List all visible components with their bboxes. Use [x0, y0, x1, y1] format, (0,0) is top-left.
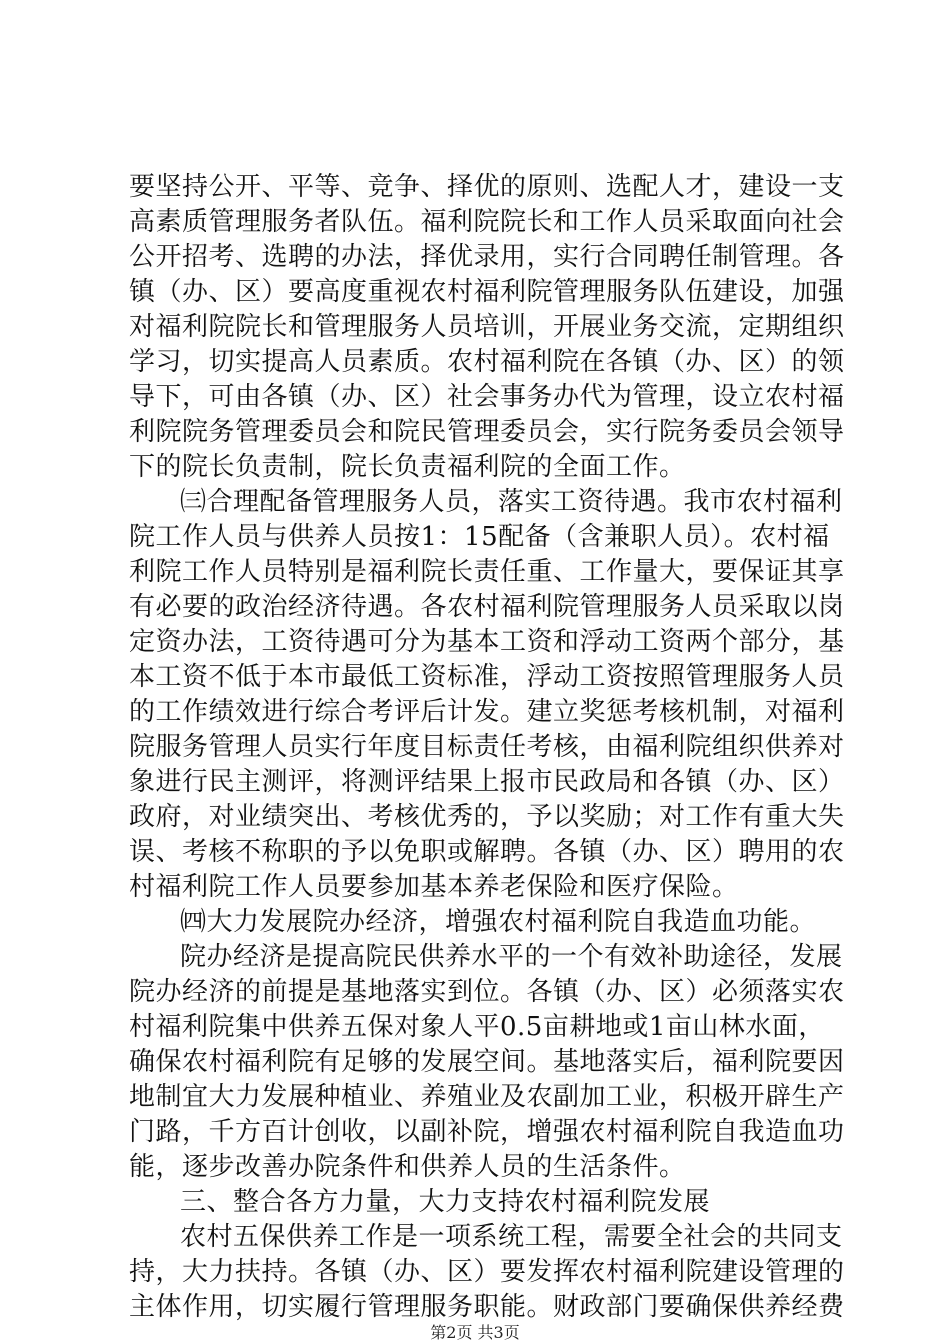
text-line: 利院工作人员特别是福利院长责任重、工作量大，要保证其享: [129, 557, 845, 587]
text-line: 政府，对业绩突出、考核优秀的，予以奖励；对工作有重大失: [129, 802, 845, 832]
text-line: ㈢合理配备管理服务人员，落实工资待遇。我市农村福利: [180, 487, 843, 517]
text-line: 对福利院院长和管理服务人员培训，开展业务交流，定期组织: [129, 312, 845, 342]
text-line: 地制宜大力发展种植业、养殖业及农副加工业，积极开辟生产: [129, 1082, 845, 1112]
text-line: 有必要的政治经济待遇。各农村福利院管理服务人员采取以岗: [129, 592, 845, 622]
text-line: 下的院长负责制，院长负责福利院的全面工作。: [129, 452, 686, 482]
text-line: 确保农村福利院有足够的发展空间。基地落实后，福利院要因: [129, 1047, 845, 1077]
section-heading: 三、整合各方力量，大力支持农村福利院发展: [180, 1187, 711, 1217]
text-line: 本工资不低于本市最低工资标准，浮动工资按照管理服务人员: [129, 662, 845, 692]
text-line: 利院院务管理委员会和院民管理委员会，实行院务委员会领导: [129, 417, 845, 447]
page-footer: 第2页 共3页: [430, 1323, 520, 1342]
text-line: 学习，切实提高人员素质。农村福利院在各镇（办、区）的领: [129, 347, 845, 377]
text-line: 村福利院集中供养五保对象人平0.5亩耕地或1亩山林水面，: [129, 1012, 825, 1042]
text-line: 主体作用，切实履行管理服务职能。财政部门要确保供养经费: [129, 1292, 845, 1322]
text-line: 院服务管理人员实行年度目标责任考核，由福利院组织供养对: [129, 732, 845, 762]
text-line: 农村五保供养工作是一项系统工程，需要全社会的共同支: [180, 1222, 843, 1252]
text-line: 要坚持公开、平等、竞争、择优的原则、选配人才，建设一支: [129, 172, 845, 202]
text-line: 公开招考、选聘的办法，择优录用，实行合同聘任制管理。各: [129, 242, 845, 272]
text-line: 镇（办、区）要高度重视农村福利院管理服务队伍建设，加强: [129, 277, 845, 307]
text-line: 定资办法，工资待遇可分为基本工资和浮动工资两个部分，基: [129, 627, 845, 657]
text-line: 院工作人员与供养人员按1：15配备（含兼职人员）。农村福: [129, 522, 830, 552]
text-line: 村福利院工作人员要参加基本养老保险和医疗保险。: [129, 872, 739, 902]
text-line: 的工作绩效进行综合考评后计发。建立奖惩考核机制，对福利: [129, 697, 845, 727]
text-line: 持，大力扶持。各镇（办、区）要发挥农村福利院建设管理的: [129, 1257, 845, 1287]
text-line: 象进行民主测评，将测评结果上报市民政局和各镇（办、区）: [129, 767, 845, 797]
text-line: 院办经济是提高院民供养水平的一个有效补助途径，发展: [180, 942, 843, 972]
text-line: 导下，可由各镇（办、区）社会事务办代为管理，设立农村福: [129, 382, 845, 412]
text-line: ㈣大力发展院办经济，增强农村福利院自我造血功能。: [180, 907, 817, 937]
text-line: 能，逐步改善办院条件和供养人员的生活条件。: [129, 1152, 686, 1182]
text-line: 门路，千方百计创收，以副补院，增强农村福利院自我造血功: [129, 1117, 845, 1147]
text-line: 高素质管理服务者队伍。福利院院长和工作人员采取面向社会: [129, 207, 845, 237]
text-line: 误、考核不称职的予以免职或解聘。各镇（办、区）聘用的农: [129, 837, 845, 867]
text-line: 院办经济的前提是基地落实到位。各镇（办、区）必须落实农: [129, 977, 845, 1007]
